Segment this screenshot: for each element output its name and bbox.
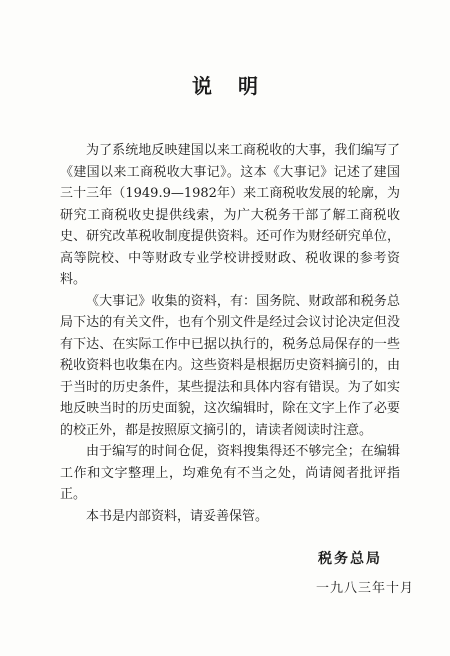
paragraph-sources: 《大事记》收集的资料，有：国务院、财政部和税务总局下达的有关文件，也有个别文件是经过会议讨论决定但没有下达、在实际工作中已据以执行的，税务总局保存的一些税收资料也收集在内。这些资料是根据历史资料摘引的，由于当时的历史条件，某些提法和具体内容有错误。为了如实地反映当时的历史面貌，这次编辑时，除在文字上作了必要的校正外，都是按照原文摘引的，请读者阅读时注意。	[60, 293, 400, 438]
paragraph-purpose: 为了系统地反映建国以来工商税收的大事，我们编写了《建国以来工商税收大事记》。这本《大事记》记述了建国三十三年（1949.9—1982年）来工商税收发展的轮廓，为研究工商税收史提供线索，为广大税务干部了解工商税收史、研究改革税收制度提供资料。还可作为财经研究单位，高等院校、中等财政专业学校讲授财政、税收课的参考资料。	[60, 143, 400, 287]
paragraph-disclaimer: 由于编写的时间仓促，资料搜集得还不够完全；在编辑工作和文字整理上，均难免有不当之处，尚请阅者批评指正。	[60, 444, 400, 502]
document-body	[60, 140, 400, 527]
signature-issuer: 税务总局	[318, 551, 382, 567]
page-title: 说明	[192, 74, 284, 98]
paragraph-internal-notice: 本书是内部资料，请妥善保管。	[86, 508, 269, 524]
signature-date: 一九八三年十月	[316, 581, 415, 596]
